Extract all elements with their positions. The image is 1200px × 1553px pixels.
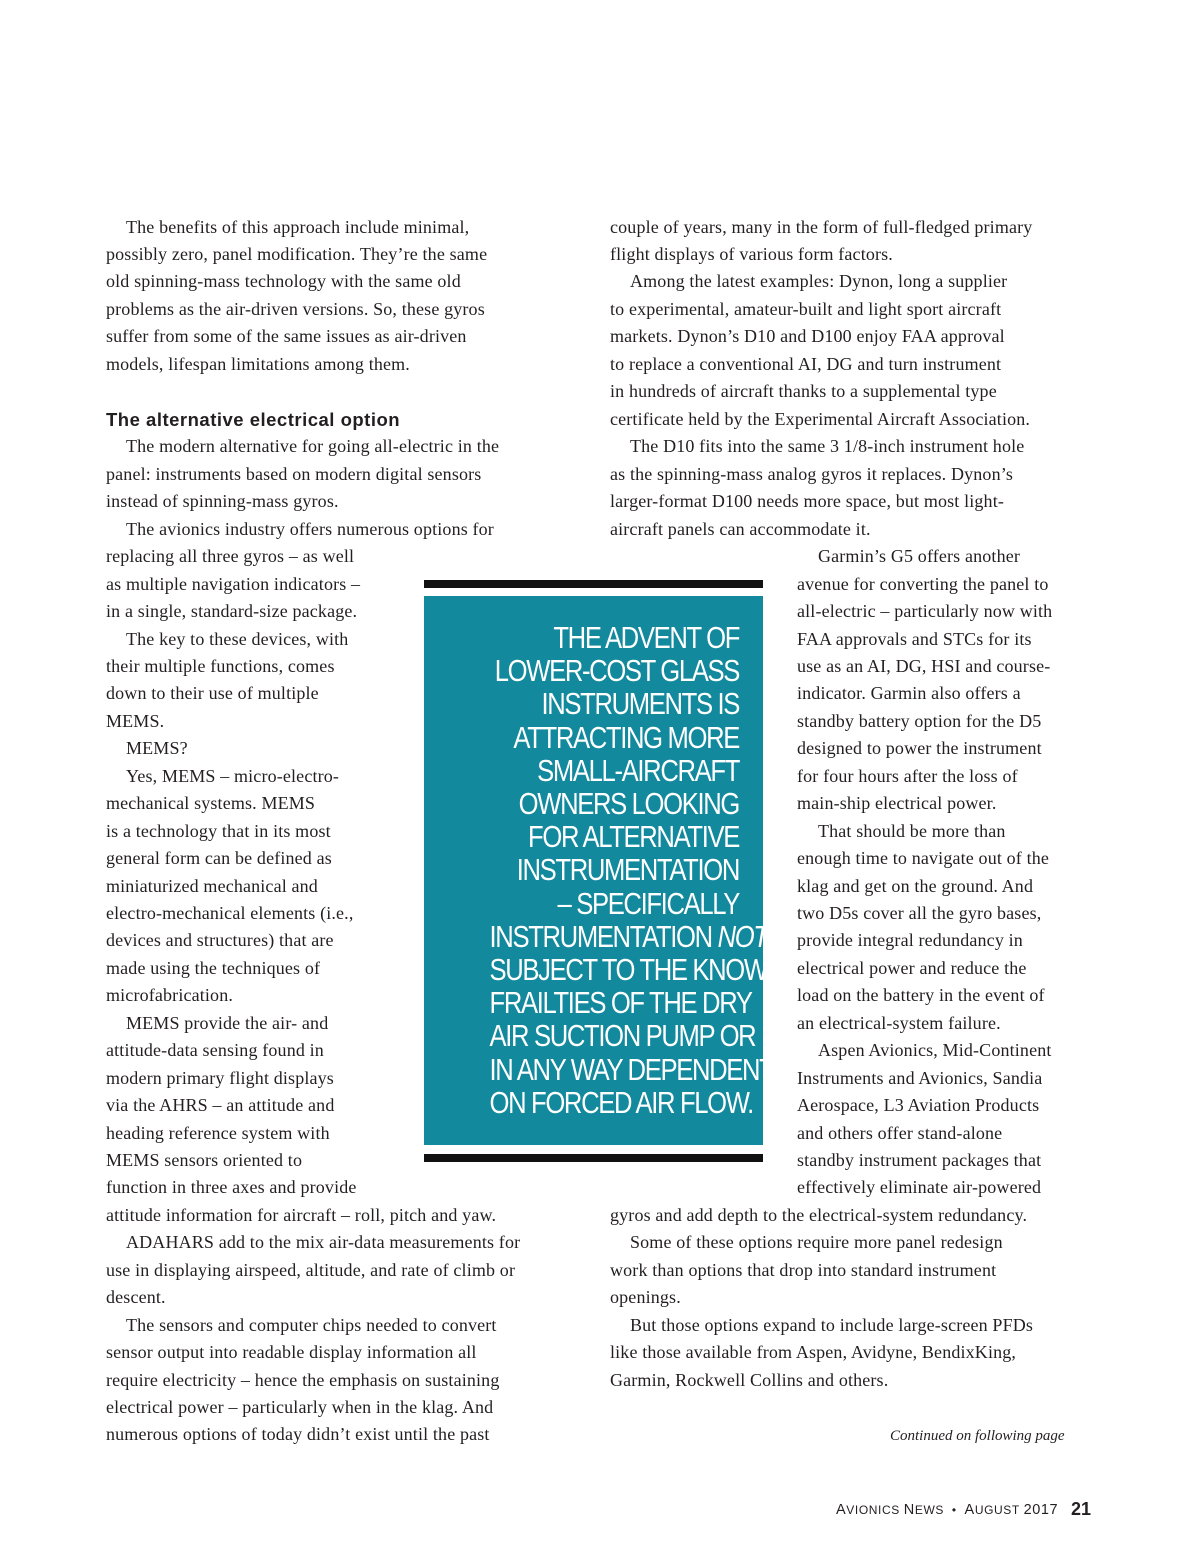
body-line: descent. (106, 1287, 166, 1307)
pull-quote-line: AIR SUCTION PUMP OR (489, 1019, 756, 1054)
body-line: panel: instruments based on modern digital sensors (106, 464, 482, 484)
pull-quote-line: THE ADVENT OF (553, 621, 739, 655)
body-line: general form can be defined as (106, 848, 332, 868)
body-line: aircraft panels can accommodate it. (610, 519, 871, 539)
body-line: standby instrument packages that (797, 1150, 1042, 1170)
body-line: effectively eliminate air-powered (797, 1177, 1042, 1197)
body-line: Instruments and Avionics, Sandia (797, 1068, 1043, 1088)
body-line: FAA approvals and STCs for its (797, 629, 1032, 649)
continued-note: Continued on following page (890, 1428, 1065, 1444)
pull-quote-line: LOWER-COST GLASS (494, 654, 739, 689)
section-heading: The alternative electrical option (106, 409, 401, 430)
body-line: That should be more than (818, 821, 1006, 841)
body-line: couple of years, many in the form of full-fledged primary (610, 217, 1033, 237)
pull-quote-top-rule (424, 580, 763, 588)
body-line: work than options that drop into standard instrument (610, 1260, 997, 1280)
publication-smallcaps: VIONICS (846, 1503, 904, 1517)
body-line: The avionics industry offers numerous options for (126, 519, 494, 539)
body-line: made using the techniques of (106, 958, 321, 978)
body-line: via the AHRS – an attitude and (106, 1095, 335, 1115)
body-line: to experimental, amateur-built and light sport aircraft (610, 299, 1002, 319)
pull-quote (424, 596, 784, 1145)
pull-quote-line: ATTRACTING MORE (513, 720, 739, 755)
pull-quote-line: IN ANY WAY DEPENDENT (489, 1052, 774, 1087)
body-line: miniaturized mechanical and (106, 876, 318, 896)
page-number: 21 (1071, 1499, 1092, 1519)
body-line: microfabrication. (106, 985, 233, 1005)
body-line: MEMS? (126, 738, 188, 758)
pull-quote-line: SUBJECT TO THE KNOWN (489, 953, 784, 988)
body-line: openings. (610, 1287, 681, 1307)
body-line: down to their use of multiple (106, 683, 319, 703)
body-line: load on the battery in the event of (797, 985, 1045, 1005)
body-line: Among the latest examples: Dynon, long a supplier (630, 271, 1008, 291)
body-line: The benefits of this approach include minimal, (126, 217, 470, 237)
body-line: as multiple navigation indicators – (106, 574, 361, 594)
body-line: electro-mechanical elements (i.e., (106, 903, 354, 923)
pull-quote-emphasis: NOT (717, 919, 768, 954)
body-line: in hundreds of aircraft thanks to a supplemental type (610, 381, 997, 401)
body-line: use as an AI, DG, HSI and course- (797, 656, 1051, 676)
body-line: provide integral redundancy in (797, 930, 1023, 950)
body-line: replacing all three gyros – as well (106, 546, 355, 566)
body-line: Aspen Avionics, Mid-Continent (818, 1040, 1052, 1060)
body-line: klag and get on the ground. And (797, 876, 1034, 896)
body-line: The key to these devices, with (126, 629, 349, 649)
month-initial: A (964, 1502, 975, 1518)
body-line: two D5s cover all the gyro bases, (797, 903, 1042, 923)
body-line: as the spinning-mass analog gyros it replaces. Dynon’s (610, 464, 1014, 484)
body-line: The modern alternative for going all-electric in the (126, 436, 500, 456)
body-line: their multiple functions, comes (106, 656, 335, 676)
body-line: designed to power the instrument (797, 738, 1042, 758)
pull-quote-bottom-rule (424, 1154, 763, 1162)
body-line: markets. Dynon’s D10 and D100 enjoy FAA approval (610, 326, 1005, 346)
pull-quote-line (489, 919, 768, 954)
body-line: possibly zero, panel modification. They’re the same (106, 244, 488, 264)
body-line: mechanical systems. MEMS (106, 793, 316, 813)
body-line: like those available from Aspen, Avidyne, BendixKing, (610, 1342, 1017, 1362)
body-line: avenue for converting the panel to (797, 574, 1049, 594)
publication-initial: A (836, 1502, 847, 1518)
body-line: sensor output into readable display information all (106, 1342, 477, 1362)
issue-year: 2017 (1023, 1502, 1059, 1518)
body-line: larger-format D100 needs more space, but most light- (610, 491, 1004, 511)
body-line: use in displaying airspeed, altitude, and rate of climb or (106, 1260, 516, 1280)
body-line: problems as the air-driven versions. So, these gyros (106, 299, 485, 319)
body-line: is a technology that in its most (106, 821, 331, 841)
pull-quote-line: OWNERS LOOKING (518, 787, 739, 822)
body-line: But those options expand to include large-screen PFDs (630, 1315, 1034, 1335)
pull-quote-line: SMALL-AIRCRAFT (537, 753, 739, 788)
body-line: The sensors and computer chips needed to convert (126, 1315, 497, 1335)
body-line: Garmin’s G5 offers another (818, 546, 1021, 566)
body-line: require electricity – hence the emphasis on sustaining (106, 1370, 500, 1390)
body-line: ADAHARS add to the mix air-data measurements for (126, 1232, 521, 1252)
body-line: devices and structures) that are (106, 930, 334, 950)
body-line: certificate held by the Experimental Aircraft Association. (610, 409, 1031, 429)
body-line: Garmin, Rockwell Collins and others. (610, 1370, 889, 1390)
body-line: Aerospace, L3 Aviation Products (797, 1095, 1040, 1115)
body-line: MEMS sensors oriented to (106, 1150, 303, 1170)
body-line: flight displays of various form factors. (610, 244, 893, 264)
publication-initial: N (903, 1502, 915, 1518)
body-line: modern primary flight displays (106, 1068, 334, 1088)
pull-quote-line: FRAILTIES OF THE DRY (489, 986, 752, 1021)
body-line: function in three axes and provide (106, 1177, 357, 1197)
pull-quote-line: FOR ALTERNATIVE (528, 820, 739, 855)
body-line: attitude information for aircraft – roll, pitch and yaw. (106, 1205, 497, 1225)
pull-quote-line: – SPECIFICALLY (557, 886, 739, 921)
body-line: heading reference system with (106, 1123, 330, 1143)
body-line: electrical power – particularly when in the klag. And (106, 1397, 494, 1417)
pull-quote-line: INSTRUMENTS IS (541, 687, 739, 722)
body-line: in a single, standard-size package. (106, 601, 358, 621)
body-line: attitude-data sensing found in (106, 1040, 324, 1060)
body-line: an electrical-system failure. (797, 1013, 1001, 1033)
body-line: and others offer stand-alone (797, 1123, 1003, 1143)
body-line: standby battery option for the D5 (797, 711, 1042, 731)
footer-bullet: • (951, 1503, 957, 1517)
running-footer (836, 1500, 1058, 1520)
pull-quote-line: ON FORCED AIR FLOW. (489, 1085, 753, 1120)
body-line: MEMS. (106, 711, 165, 731)
body-line: all-electric – particularly now with (797, 601, 1053, 621)
body-line: main-ship electrical power. (797, 793, 997, 813)
body-line: numerous options of today didn’t exist until the past (106, 1424, 490, 1444)
month-smallcaps: UGUST (974, 1503, 1020, 1517)
body-line: The D10 fits into the same 3 1/8-inch instrument hole (630, 436, 1025, 456)
body-line: old spinning-mass technology with the same old (106, 271, 461, 291)
body-line: models, lifespan limitations among them. (106, 354, 410, 374)
body-line: enough time to navigate out of the (797, 848, 1050, 868)
body-line: electrical power and reduce the (797, 958, 1027, 978)
pull-quote-line: INSTRUMENTATION (516, 853, 739, 888)
body-line: indicator. Garmin also offers a (797, 683, 1021, 703)
body-line: suffer from some of the same issues as air-driven (106, 326, 467, 346)
body-line: to replace a conventional AI, DG and turn instrument (610, 354, 1002, 374)
body-line: Some of these options require more panel redesign (630, 1232, 1003, 1252)
body-line: instead of spinning-mass gyros. (106, 491, 339, 511)
pull-quote-text: INSTRUMENTATION (489, 919, 712, 954)
body-line: Yes, MEMS – micro-electro- (126, 766, 340, 786)
publication-smallcaps: EWS (914, 1503, 944, 1517)
body-line: for four hours after the loss of (797, 766, 1018, 786)
body-line: MEMS provide the air- and (126, 1013, 329, 1033)
body-line: gyros and add depth to the electrical-system redundancy. (610, 1205, 1028, 1225)
